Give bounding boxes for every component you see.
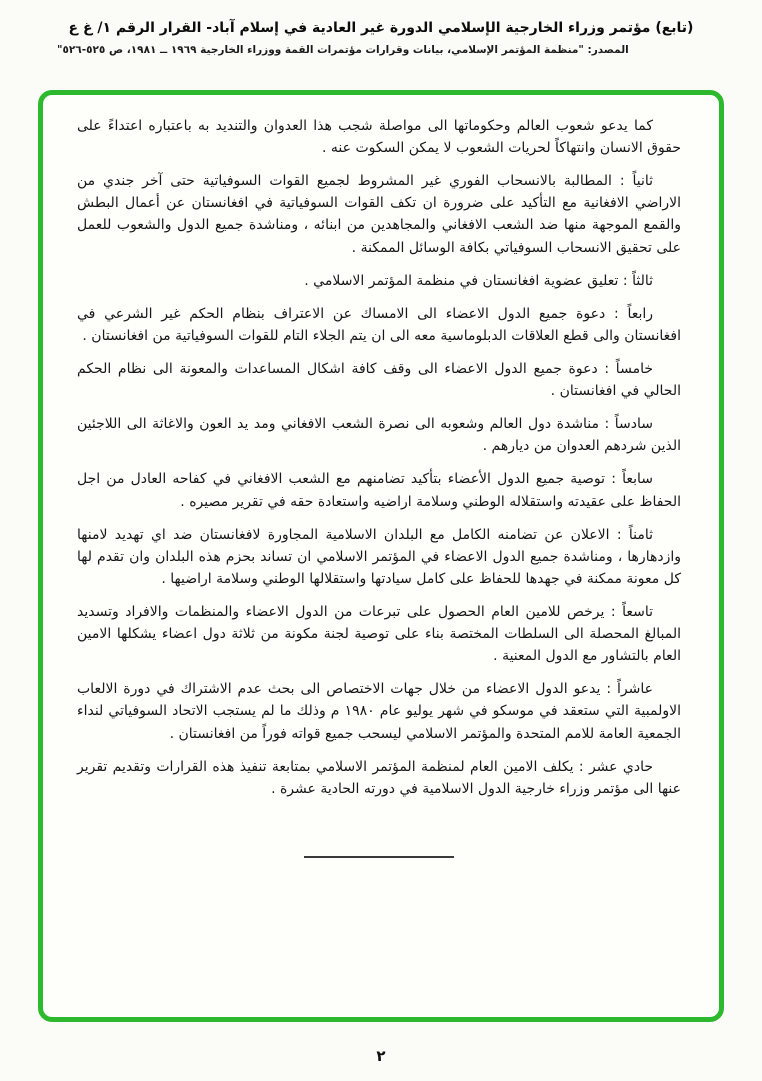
paragraph-number-label: سادساً :: [604, 416, 653, 433]
resolution-paragraph: [77, 270, 681, 292]
paragraph-number-label: ثانياً :: [619, 173, 654, 190]
resolution-paragraph: [77, 524, 681, 590]
resolution-paragraph: [77, 756, 681, 800]
paragraph-text: تعليق عضوية افغانستان في منظمة المؤتمر الاسلامي .: [304, 272, 619, 289]
paragraph-text: كما يدعو شعوب العالم وحكوماتها الى مواصلة شجب هذا العدوان والتنديد به باعتباره اعتداءً على حقوق الانسان وانتهاكاً لحريات الشعوب لا يمكن السكوت عنه .: [77, 118, 681, 157]
paragraph-number-label: حادي عشر :: [578, 758, 653, 775]
resolution-paragraph: [77, 468, 681, 512]
resolution-paragraph: [77, 413, 681, 457]
paragraph-text: توصية جميع الدول الأعضاء بتأكيد تضامنهم مع الشعب الافغاني في كفاحه العادل من اجل الحفاظ على عقيدته واستقلاله الوطني وسلامة اراضيه واستعادة حقه في تقرير مصيره .: [77, 471, 681, 510]
resolution-paragraph: [77, 303, 681, 347]
paragraph-text: يدعو الدول الاعضاء من خلال جهات الاختصاص الى بحث عدم الاشتراك في دورة الالعاب الاولمبية التي ستعقد في موسكو في شهر يوليو عام ١٩٨٠ م وذلك ما لم يستجب الاتحاد السوفياتي لنداء الجمعية العامة للامم المتحدة والمؤتمر الاسلامي ليسحب جميع قواته فوراً من افغانستان .: [77, 681, 681, 742]
document-title: (تابع) مؤتمر وزراء الخارجية الإسلامي الدورة غير العادية في إسلام آباد- القرار الرقم ١/ غ ع: [68, 20, 694, 36]
paragraph-number-label: سابعاً :: [611, 471, 653, 488]
resolution-paragraph: [77, 678, 681, 744]
resolution-paragraph: [77, 170, 681, 258]
page-header: [0, 20, 762, 56]
paragraph-number-label: رابعاً :: [613, 305, 654, 322]
paragraph-text: يكلف الامين العام لمنظمة المؤتمر الاسلامي بمتابعة تنفيذ هذه القرارات وتقديم تقرير عنها الى مؤتمر وزراء خارجية الدول الاسلامية في دورته الحادية عشرة .: [77, 758, 681, 797]
resolution-paragraph: [77, 115, 681, 159]
paragraph-text: دعوة جميع الدول الاعضاء الى وقف كافة اشكال المساعدات والمعونة الى نظام الحكم الحالي في افغانستان .: [77, 360, 681, 400]
resolution-paragraph: [77, 358, 681, 402]
paragraph-number-label: ثالثاً :: [622, 272, 653, 289]
section-divider: [304, 856, 454, 858]
paragraph-number-label: عاشراً :: [606, 681, 653, 698]
resolution-paragraph: [77, 601, 681, 667]
paragraph-number-label: ثامناً :: [616, 526, 654, 543]
paragraph-text: الاعلان عن تضامنه الكامل مع البلدان الاسلامية المجاورة لافغانستان ضد اي تهديد لامنها وازدهارها ، ومناشدة جميع الدول الاعضاء في المؤتمر الاسلامي ان تساند بحزم هذه البلدان وان تقدم لها كل معونة ممكنة في جهدها للحفاظ على كامل سيادتها واستقلالها الوطني وسلامة اراضيها .: [77, 526, 681, 587]
paragraph-text: المطالبة بالانسحاب الفوري غير المشروط لجميع القوات السوفياتية حتى آخر جندي من الاراضي الافغانية مع التأكيد على ضرورة ان تكف القوات السوفياتية في افغانستان عن أعمال البطش والقمع الموجهة منها ضد الشعب الافغاني والمجاهدين من ابنائه ، ومناشدة جميع الدول والشعوب للعمل على تحقيق الانسحاب السوفياتي بكافة الوسائل الممكنة .: [77, 173, 681, 256]
paragraph-text: مناشدة دول العالم وشعوبه الى نصرة الشعب الافغاني ومد يد العون والاغاثة الى اللاجئين الذين شردهم العدوان من ديارهم .: [77, 416, 681, 455]
document-frame: [38, 90, 724, 1022]
paragraph-number-label: خامساً :: [604, 360, 653, 377]
paragraph-text: يرخص للامين العام الحصول على تبرعات من الدول الاعضاء والمنظمات والافراد وتسديد المبالغ المحصلة الى السلطات المختصة بناء على توصية لجنة مكونة من ثلاثة دول اعضاء يشكلها الامين العام بالتشاور مع الدول المعنية .: [77, 603, 681, 665]
paragraph-text: دعوة جميع الدول الاعضاء الى الامساك عن الاعتراف بنظام الحكم غير الشرعي في افغانستان والى قطع العلاقات الدبلوماسية معه الى ان يتم الجلاء التام للقوات السوفياتية من افغانستان .: [77, 305, 681, 344]
source-line: المصدر: "منظمة المؤتمر الإسلامي، بيانات وقرارات مؤتمرات القمة ووزراء الخارجية ١٩٦٩ ــ ١٩٨١، ص ٥٢٥-٥٢٦": [57, 44, 629, 56]
page-number: ٢: [376, 1047, 386, 1065]
paragraph-number-label: تاسعاً :: [610, 603, 653, 620]
